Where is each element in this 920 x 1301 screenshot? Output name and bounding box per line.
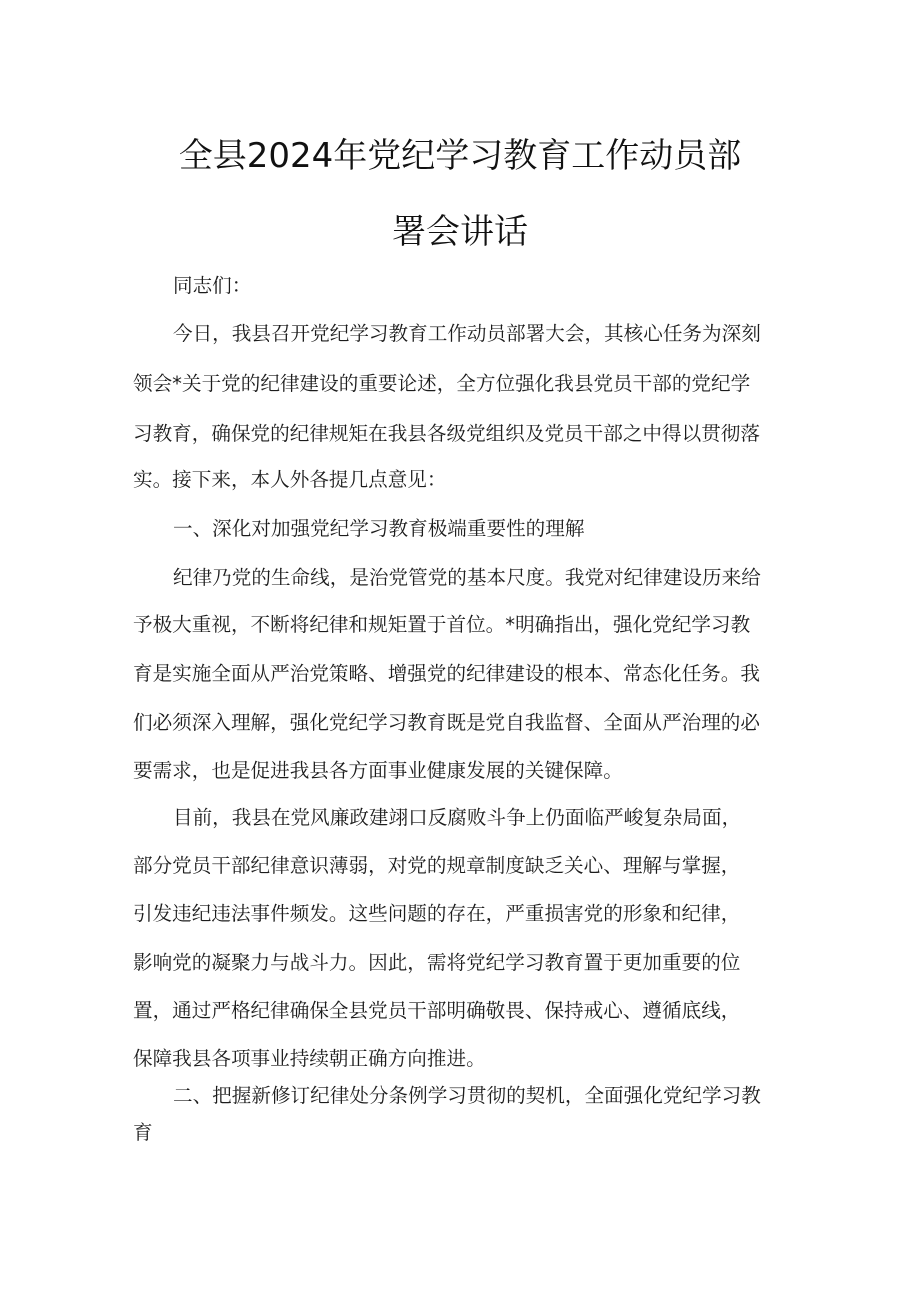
paragraph-line: 目前，我县在党风廉政建翊口反腐败斗争上仍面临严峻复杂局面，: [173, 806, 742, 829]
paragraph-line: 们必须深入理解，强化党纪学习教育既是党自我监督、全面从严治理的必: [133, 711, 760, 734]
paragraph-line: 予极大重视，不断将纪律和规矩置于首位。*明确指出，强化党纪学习教: [133, 613, 751, 636]
paragraph-line: 部分党员干部纪律意识薄弱，对党的规章制度缺乏关心、理解与掌握，: [133, 854, 741, 877]
document-title-line-1: 全县2024年党纪学习教育工作动员部: [178, 136, 742, 176]
paragraph-line: 习教育，确保党的纪律规矩在我县各级党组织及党员干部之中得以贯彻落: [133, 422, 760, 445]
paragraph-line: 领会*关于党的纪律建设的重要论述，全方位强化我县党员干部的党纪学: [133, 372, 751, 395]
paragraph-line: 影响党的凝聚力与战斗力。因此，需将党纪学习教育置于更加重要的位: [133, 951, 741, 974]
paragraph-line: 纪律乃党的生命线，是治党管党的基本尺度。我党对纪律建设历来给: [173, 566, 761, 589]
paragraph-line: 实。接下来，本人外各提几点意见：: [133, 468, 447, 491]
salutation: 同志们：: [173, 274, 252, 297]
paragraph-line: 育是实施全面从严治党策略、增强党的纪律建设的根本、常态化任务。我: [133, 662, 760, 685]
paragraph-line: 保障我县各项事业持续朝正确方向推进。: [133, 1047, 486, 1070]
paragraph-line: 引发违纪违法事件频发。这些问题的存在，严重损害党的形象和纪律，: [133, 902, 741, 925]
paragraph-line: 置，通过严格纪律确保全县党员干部明确敬畏、保持戒心、遵循底线，: [133, 999, 741, 1022]
section-heading: 二、把握新修订纪律处分条例学习贯彻的契机，全面强化党纪学习教: [173, 1084, 761, 1107]
document-title-line-2: 署会讲话: [392, 212, 528, 252]
section-heading-continuation: 育: [133, 1121, 153, 1144]
section-heading: 一、深化对加强党纪学习教育极端重要性的理解: [173, 517, 585, 540]
paragraph-line: 要需求，也是促进我县各方面事业健康发展的关键保障。: [133, 759, 623, 782]
paragraph-line: 今日，我县召开党纪学习教育工作动员部署大会，其核心任务为深刻: [173, 322, 761, 345]
